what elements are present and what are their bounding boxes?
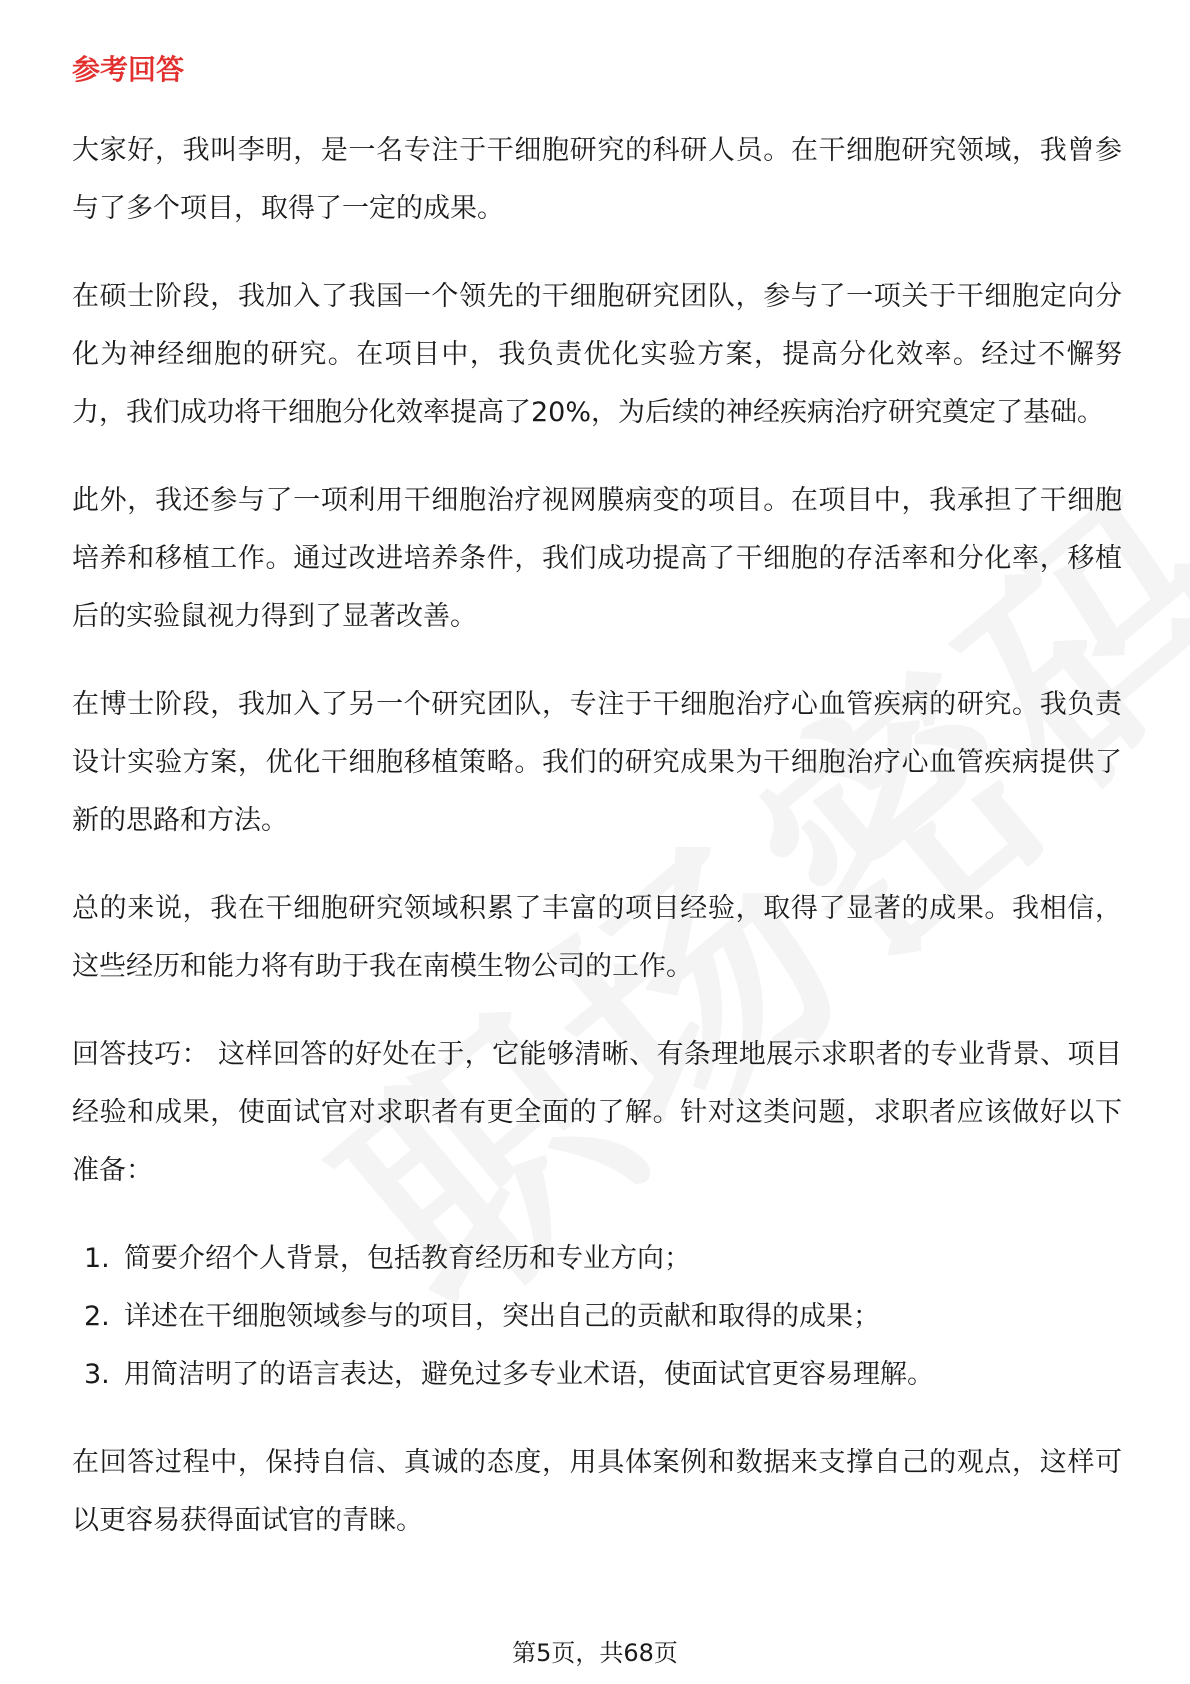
section-title: 参考回答 — [72, 53, 185, 86]
list-item — [84, 1230, 1122, 1288]
closing-paragraph: 在回答过程中，保持自信、真诚的态度，用具体案例和数据来支撑自己的观点，这样可以更容易获得面试官的青睐。 — [72, 1447, 1122, 1536]
masters-paragraph: 在硕士阶段，我加入了我国一个领先的干细胞研究团队，参与了一项关于干细胞定向分化为神经细胞的研究。在项目中，我负责优化实验方案，提高分化效率。经过不懈努力，我们成功将干细胞分化效率提高了20%，为后续的神经疾病治疗研究奠定了基础。 — [72, 281, 1122, 428]
list-text: 简要介绍个人背景，包括教育经历和专业方向； — [124, 1243, 691, 1274]
list-number: 3. — [84, 1359, 110, 1390]
phd-paragraph: 在博士阶段，我加入了另一个研究团队，专注于干细胞治疗心血管疾病的研究。我负责设计实验方案，优化干细胞移植策略。我们的研究成果为干细胞治疗心血管疾病提供了新的思路和方法。 — [72, 689, 1122, 836]
tips-list — [72, 1230, 1122, 1404]
answer-tips-paragraph: 回答技巧： 这样回答的好处在于，它能够清晰、有条理地展示求职者的专业背景、项目经验和成果，使面试官对求职者有更全面的了解。针对这类问题，求职者应该做好以下准备： — [72, 1039, 1122, 1186]
list-number: 2. — [84, 1301, 110, 1332]
list-text: 详述在干细胞领域参与的项目，突出自己的贡献和取得的成果； — [124, 1301, 880, 1332]
list-item — [84, 1288, 1122, 1346]
page-content — [72, 50, 1122, 1580]
intro-paragraph: 大家好，我叫李明，是一名专注于干细胞研究的科研人员。在干细胞研究领域，我曾参与了多个项目，取得了一定的成果。 — [72, 135, 1122, 224]
list-number: 1. — [84, 1243, 110, 1274]
summary-paragraph: 总的来说，我在干细胞研究领域积累了丰富的项目经验，取得了显著的成果。我相信，这些经历和能力将有助于我在南模生物公司的工作。 — [72, 893, 1122, 982]
page-footer: 第5页，共68页 — [512, 1639, 678, 1667]
retina-project-paragraph: 此外，我还参与了一项利用干细胞治疗视网膜病变的项目。在项目中，我承担了干细胞培养和移植工作。通过改进培养条件，我们成功提高了干细胞的存活率和分化率，移植后的实验鼠视力得到了显著改善。 — [72, 485, 1122, 632]
list-item — [84, 1346, 1122, 1404]
list-text: 用简洁明了的语言表达，避免过多专业术语，使面试官更容易理解。 — [124, 1359, 934, 1390]
